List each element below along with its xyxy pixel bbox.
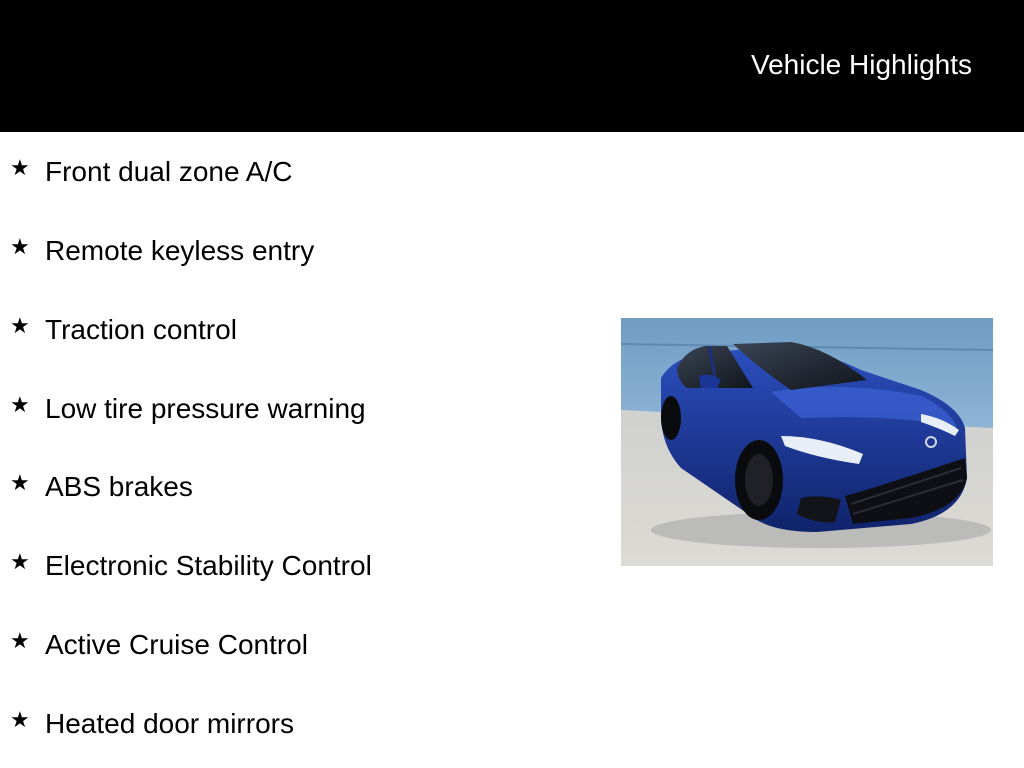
header-bar [0, 0, 1024, 132]
star-icon: ★ [10, 550, 30, 575]
page-title: Vehicle Highlights [750, 49, 972, 80]
feature-label: Active Cruise Control [45, 629, 308, 660]
vehicle-photo [621, 318, 993, 566]
feature-label: Electronic Stability Control [45, 550, 372, 581]
feature-label: ABS brakes [45, 471, 193, 502]
feature-label: Low tire pressure warning [45, 393, 366, 424]
star-icon: ★ [10, 156, 30, 181]
star-icon: ★ [10, 708, 30, 733]
feature-label: Remote keyless entry [45, 235, 315, 266]
star-icon: ★ [10, 629, 30, 654]
star-icon: ★ [10, 235, 30, 260]
star-icon: ★ [10, 314, 30, 339]
feature-label: Front dual zone A/C [45, 156, 293, 187]
feature-label: Heated door mirrors [45, 708, 294, 739]
star-icon: ★ [10, 471, 30, 496]
feature-label: Traction control [45, 314, 237, 345]
star-icon: ★ [10, 393, 30, 418]
